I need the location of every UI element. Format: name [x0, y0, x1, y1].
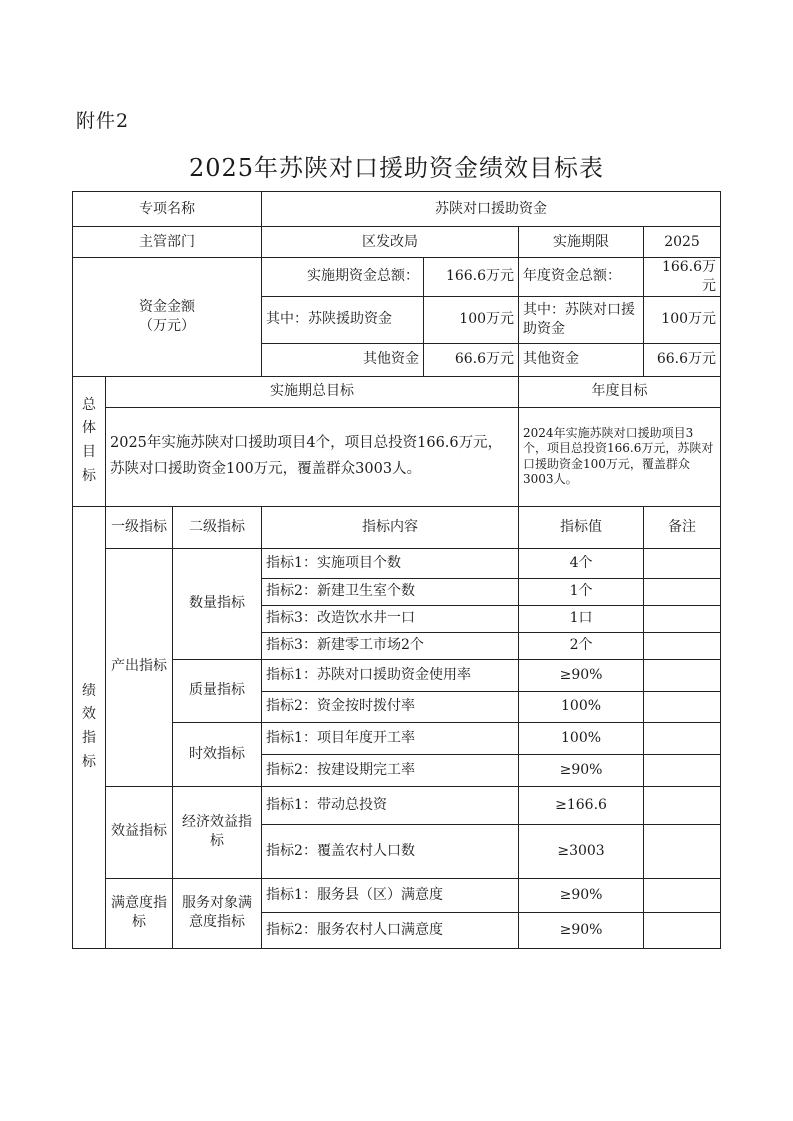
indicator-value: ≥166.6: [519, 786, 644, 824]
annual-total-value: 166.6万元: [644, 258, 721, 297]
indicator-value: 4个: [519, 548, 644, 578]
other-fund-label: 其他资金: [262, 343, 424, 376]
indicator-content: 指标3：新建零工市场2个: [262, 632, 519, 659]
column-level2: 二级指标: [173, 506, 262, 548]
indicator-note: [644, 605, 721, 632]
indicator-note: [644, 878, 721, 912]
indicator-note: [644, 578, 721, 605]
annual-other-label: 其他资金: [519, 343, 644, 376]
page-title: 2025年苏陕对口援助资金绩效目标表: [188, 154, 605, 182]
indicator-value: ≥90%: [519, 912, 644, 948]
indicator-note: [644, 691, 721, 722]
annual-aid-label: 其中：苏陕对口援助资金: [519, 296, 644, 343]
period-label: 实施期限: [519, 227, 644, 258]
table-row: [73, 407, 721, 506]
table-row: [73, 258, 721, 297]
indicator-content: 指标2：按建设期完工率: [262, 754, 519, 786]
department-value: 区发改局: [262, 227, 519, 258]
indicator-content: 指标2：覆盖农村人口数: [262, 824, 519, 878]
column-level1: 一级指标: [106, 506, 173, 548]
period-goal-text: 2025年实施苏陕对口援助项目4个，项目总投资166.6万元，苏陕对口援助资金100万元，覆盖群众3003人。: [106, 407, 519, 506]
indicator-note: [644, 659, 721, 691]
indicator-note: [644, 824, 721, 878]
indicator-content: 指标1：服务县（区）满意度: [262, 878, 519, 912]
annual-total-label: 年度资金总额：: [519, 258, 644, 297]
indicator-value: 1个: [519, 578, 644, 605]
overall-goal-label: 总体目标: [73, 376, 106, 506]
quantity-indicator-label: 数量指标: [173, 548, 262, 659]
aid-fund-value: 100万元: [424, 296, 519, 343]
output-indicator-label: 产出指标: [106, 548, 173, 786]
column-note: 备注: [644, 506, 721, 548]
service-satisfaction-label: 服务对象满意度指标: [173, 878, 262, 948]
indicator-note: [644, 548, 721, 578]
indicator-note: [644, 754, 721, 786]
table-row: [73, 192, 721, 227]
department-label: 主管部门: [73, 227, 262, 258]
indicator-value: ≥90%: [519, 878, 644, 912]
annual-goal-text: 2024年实施苏陕对口援助项目3个，项目总投资166.6万元，苏陕对口援助资金100万元，覆盖群众3003人。: [519, 407, 721, 506]
fund-name-value: 苏陕对口援助资金: [262, 192, 721, 227]
amount-label-line1: 资金金额: [139, 299, 196, 315]
performance-label: 绩效指标: [73, 506, 106, 948]
column-value: 指标值: [519, 506, 644, 548]
annual-other-value: 66.6万元: [644, 343, 721, 376]
indicator-note: [644, 722, 721, 754]
indicator-note: [644, 632, 721, 659]
indicator-value: ≥90%: [519, 754, 644, 786]
column-content: 指标内容: [262, 506, 519, 548]
annual-aid-value: 100万元: [644, 296, 721, 343]
table-row: [73, 506, 721, 548]
total-amount-value: 166.6万元: [424, 258, 519, 297]
performance-table: [72, 191, 721, 949]
indicator-value: 1口: [519, 605, 644, 632]
timeliness-indicator-label: 时效指标: [173, 722, 262, 786]
indicator-content: 指标1：实施项目个数: [262, 548, 519, 578]
amount-label: [73, 258, 262, 377]
indicator-content: 指标2：服务农村人口满意度: [262, 912, 519, 948]
indicator-value: 100%: [519, 722, 644, 754]
benefit-indicator-label: 效益指标: [106, 786, 173, 878]
indicator-content: 指标1：带动总投资: [262, 786, 519, 824]
economic-indicator-label: 经济效益指标: [173, 786, 262, 878]
aid-fund-label: 其中：苏陕援助资金: [262, 296, 424, 343]
amount-label-line2: （万元）: [139, 317, 196, 334]
satisfaction-indicator-label: 满意度指标: [106, 878, 173, 948]
indicator-note: [644, 912, 721, 948]
annual-goal-header: 年度目标: [519, 376, 721, 407]
table-row: [73, 227, 721, 258]
indicator-value: ≥3003: [519, 824, 644, 878]
period-value: 2025: [644, 227, 721, 258]
indicator-content: 指标2：资金按时拨付率: [262, 691, 519, 722]
indicator-note: [644, 786, 721, 824]
table-row: [73, 548, 721, 578]
attachment-label: 附件2: [76, 110, 130, 132]
fund-name-label: 专项名称: [73, 192, 262, 227]
table-row: [73, 376, 721, 407]
indicator-value: ≥90%: [519, 659, 644, 691]
period-goal-header: 实施期总目标: [106, 376, 519, 407]
table-row: [73, 878, 721, 912]
indicator-value: 2个: [519, 632, 644, 659]
other-fund-value: 66.6万元: [424, 343, 519, 376]
table-row: [73, 786, 721, 824]
indicator-content: 指标1：苏陕对口援助资金使用率: [262, 659, 519, 691]
quality-indicator-label: 质量指标: [173, 659, 262, 722]
indicator-content: 指标1：项目年度开工率: [262, 722, 519, 754]
indicator-value: 100%: [519, 691, 644, 722]
indicator-content: 指标2：新建卫生室个数: [262, 578, 519, 605]
total-amount-label: 实施期资金总额：: [262, 258, 424, 297]
indicator-content: 指标3：改造饮水井一口: [262, 605, 519, 632]
